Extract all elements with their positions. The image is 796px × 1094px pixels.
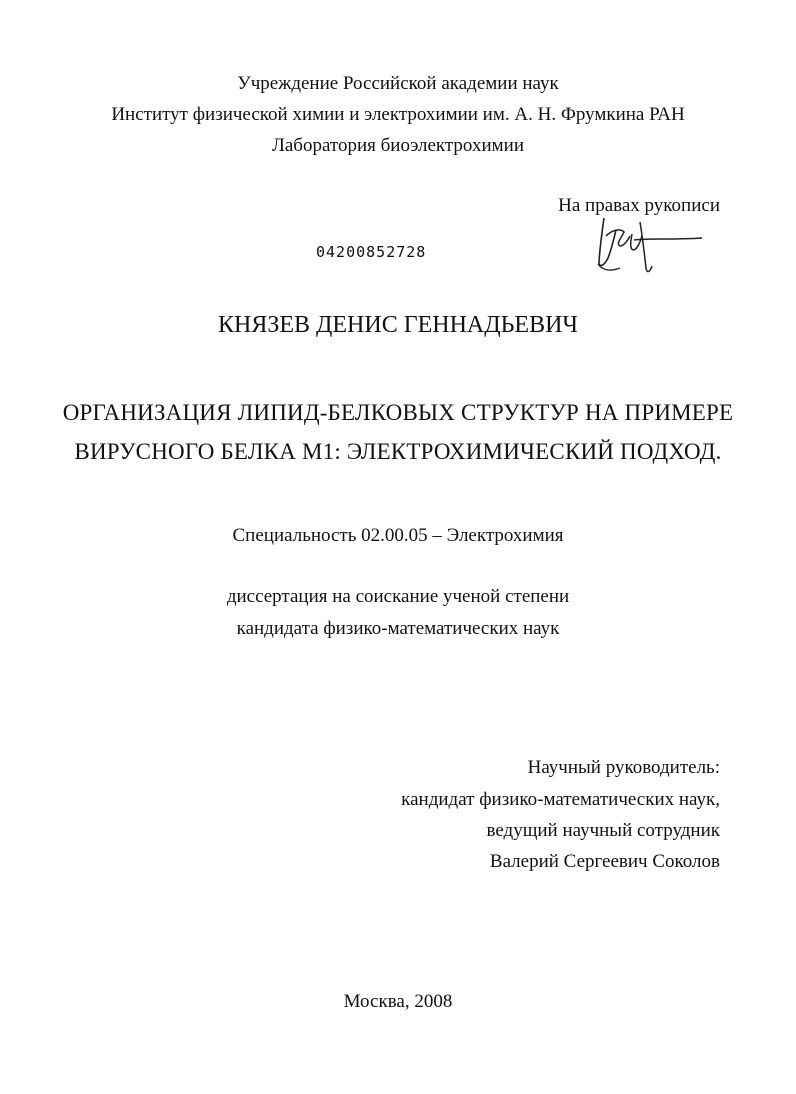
rights-notice: На правах рукописи — [558, 195, 720, 216]
supervisor-label: Научный руководитель: — [527, 757, 720, 778]
signature-icon — [590, 210, 710, 280]
degree-line-1: диссертация на соискание ученой степени — [226, 586, 570, 607]
institution-line-1: Учреждение Российской академии наук — [237, 73, 559, 94]
registration-number: 04200852728 — [316, 243, 427, 261]
specialty: Специальность 02.00.05 – Электрохимия — [232, 525, 564, 546]
dissertation-title-line-1: ОРГАНИЗАЦИЯ ЛИПИД-БЕЛКОВЫХ СТРУКТУР НА ПРИМЕРЕ — [62, 400, 734, 425]
supervisor-position: ведущий научный сотрудник — [486, 820, 720, 841]
dissertation-title-line-2: ВИРУСНОГО БЕЛКА М1: ЭЛЕКТРОХИМИЧЕСКИЙ ПОДХОД. — [74, 439, 722, 464]
supervisor-degree: кандидат физико-математических наук, — [401, 789, 720, 810]
author-name: КНЯЗЕВ ДЕНИС ГЕННАДЬЕВИЧ — [217, 312, 579, 338]
city-year: Москва, 2008 — [343, 991, 453, 1012]
supervisor-name: Валерий Сергеевич Соколов — [489, 851, 720, 872]
laboratory-name: Лаборатория биоэлектрохимии — [271, 135, 524, 156]
degree-line-2: кандидата физико-математических наук — [236, 618, 560, 639]
institution-line-2: Институт физической химии и электрохимии им. А. Н. Фрумкина РАН — [111, 104, 685, 125]
